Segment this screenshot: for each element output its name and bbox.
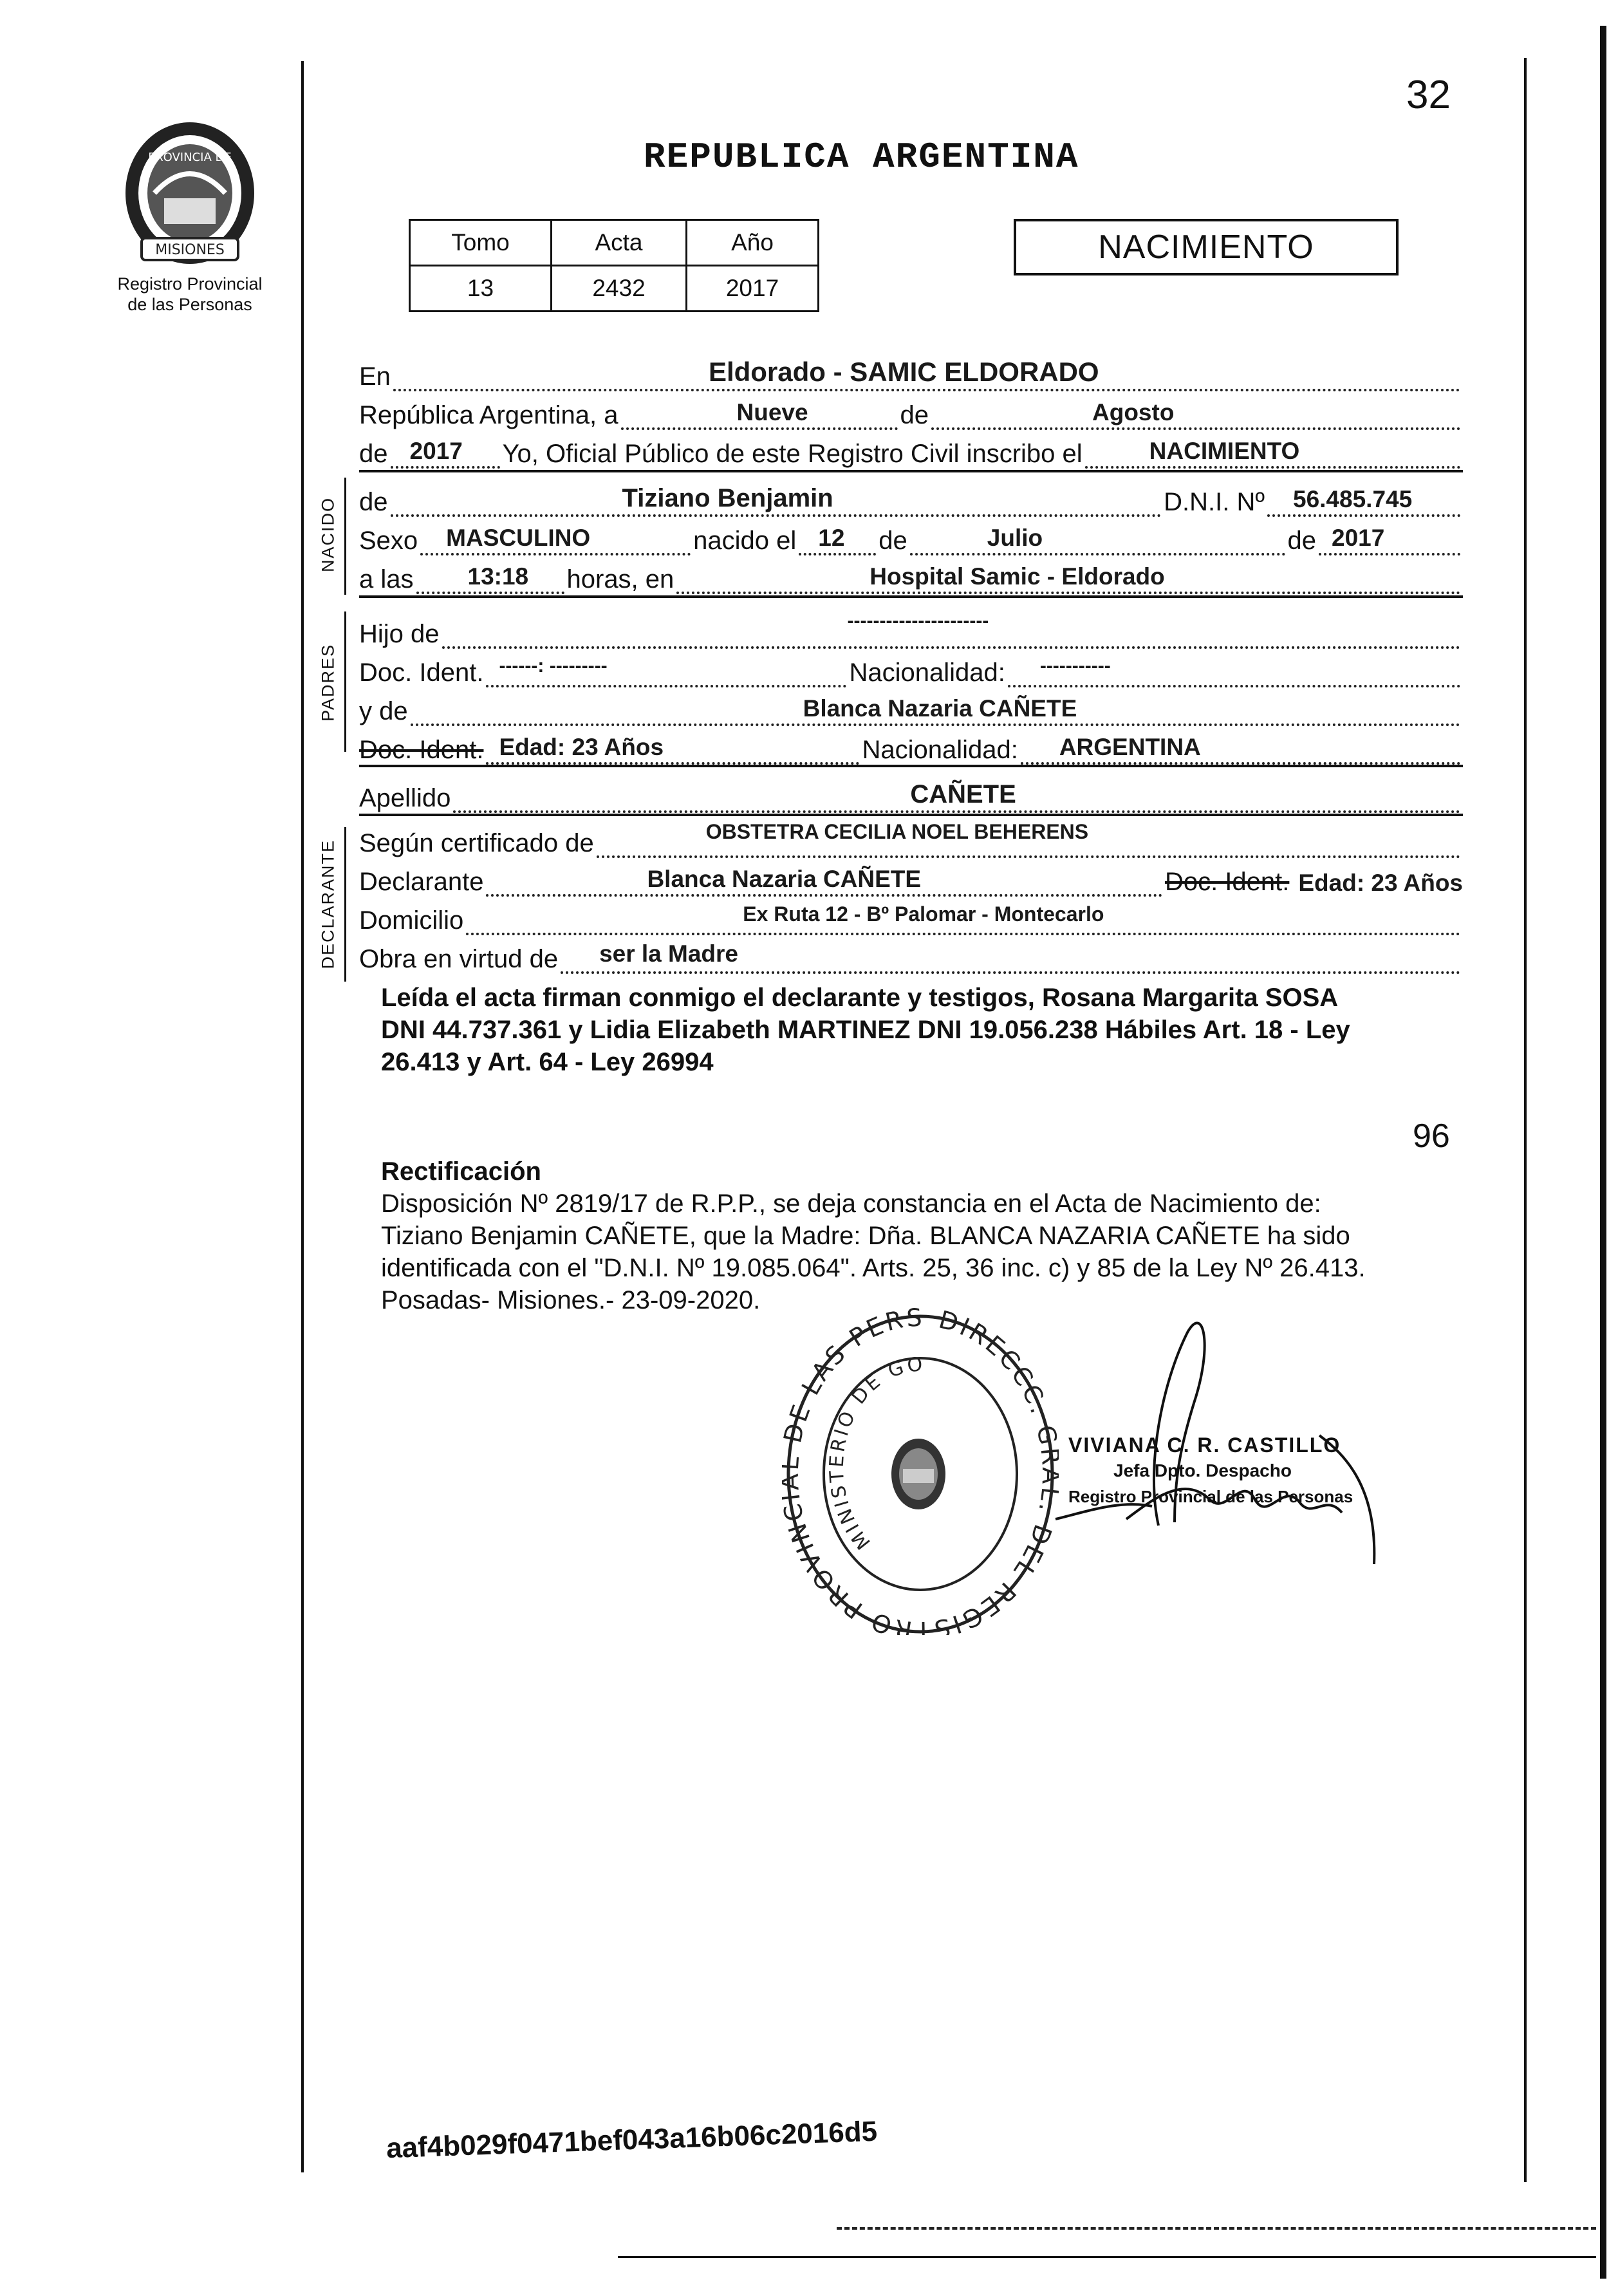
rectificacion-line-1: Disposición Nº 2819/17 de R.P.P., se deja constancia en el Acta de Nacimiento de: [381,1190,1321,1218]
rectificacion-line-4: Posadas- Misiones.- 23-09-2020. [381,1286,761,1314]
father-doc-line [359,657,1463,687]
bottom-dashes [837,2227,1596,2230]
witnesses-line-2: DNI 44.737.361 y Lidia Elizabeth MARTINEZ DNI 19.056.238 Hábiles Art. 18 - Ley [381,1016,1350,1044]
dni-label: D.N.I. Nº [1164,488,1265,516]
right-edge-rule [1600,26,1606,2279]
father-doc-fill [486,657,846,687]
birth-year-fill [1319,525,1460,555]
apellido-label: Apellido [359,784,451,812]
record-type: NACIMIENTO [1098,229,1314,266]
hijo-line [359,610,1463,649]
apellido-line [359,782,1463,813]
mother-doc-line [359,734,1463,765]
mother-doc-value: Edad: 23 Años [499,734,664,760]
sexo-line [359,525,1463,555]
en-fill [393,357,1460,391]
day-value: Nueve [736,399,808,425]
registry-label [97,274,283,315]
nacido-side-label: NACIDO [318,497,338,573]
nacido-de-label-2: de [879,527,907,555]
annotation-number: 96 [1413,1117,1450,1155]
declarante-side-label: DECLARANTE [318,839,338,969]
official-round-stamp [782,1300,1059,1635]
left-margin-rule [301,61,304,2172]
table-header-acta: Acta [552,220,687,266]
certificado-line [359,820,1463,858]
horas-label: horas, en [566,565,674,593]
right-margin-rule [1524,58,1527,2182]
table-header-anio: Año [687,220,819,266]
witnesses-line-3: 26.413 y Art. 64 - Ley 26994 [381,1048,714,1076]
intro-rule [359,470,1463,472]
birth-place-value: Hospital Samic - Eldorado [869,563,1165,590]
apellido-value: CAÑETE [910,780,1016,808]
declarante-fill [486,866,1162,897]
certificado-fill [597,820,1460,858]
rectificacion-block [381,1155,1488,1316]
svg-text:MISIONES: MISIONES [155,242,225,258]
father-nac-fill [1008,657,1460,687]
declarante-value: Blanca Nazaria CAÑETE [647,866,922,892]
sexo-fill [420,525,691,555]
record-table-header-row [410,220,819,266]
hijo-fill [442,610,1460,649]
rectificacion-title: Rectificación [381,1157,541,1186]
nacido-de-label-3: de [1287,527,1316,555]
obra-line [359,940,1463,974]
nacido-el-label: nacido el [693,527,797,555]
certificado-value: OBSTETRA CECILIA NOEL BEHERENS [705,820,1089,843]
act-value: NACIMIENTO [1149,438,1300,464]
apellido-rule [359,814,1463,816]
declarante-line [359,866,1463,897]
hash-code: aaf4b029f0471bef043a16b06c2016d5 [386,2115,878,2165]
birth-day-value: 12 [818,525,845,551]
table-header-tomo: Tomo [410,220,552,266]
svg-text:DIRECCC. GRAL. DEL REGISTRO PR: DIRECCC. DEL REGISTRO PROVIN E LAS PERS [782,1303,1057,1635]
sexo-label: Sexo [359,527,418,555]
signature-office: Registro Provincial de las Personas [1068,1487,1353,1506]
day-fill [621,399,898,430]
time-fill [416,563,564,594]
birth-month-fill [910,525,1285,555]
mother-nac-value: ARGENTINA [1059,734,1201,760]
month-value: Agosto [1092,399,1175,425]
registry-line2: de las Personas [127,295,252,314]
birth-year-value: 2017 [1332,525,1385,551]
doc-ident-label-struck: Doc. Ident. [359,736,484,764]
dni-fill [1267,486,1460,517]
signature-stamp [1068,1432,1353,1509]
signature-name: VIVIANA C. R. CASTILLO [1068,1433,1341,1457]
year-fill [391,438,500,469]
apellido-fill [453,782,1460,813]
doc-ident-label-struck-2: Doc. Ident. [1164,868,1290,896]
page-number: 32 [1406,73,1451,117]
country-title: REPUBLICA ARGENTINA [644,136,1079,178]
en-line [359,357,1463,391]
act-fill [1085,438,1460,469]
domicilio-label: Domicilio [359,906,464,935]
rectificacion-line-3: identificada con el "D.N.I. Nº 19.085.064". Arts. 25, 36 inc. c) y 85 de la Ley Nº 26.413. [381,1254,1366,1282]
mother-doc-fill [486,734,859,765]
obra-value: ser la Madre [599,940,739,967]
svg-text:PROVINCIA DE: PROVINCIA DE [148,151,232,164]
a-las-label: a las [359,565,414,593]
doc-ident-label: Doc. Ident. [359,658,484,687]
svg-text:MINISTERIO DE GOBIERNO: MINISTERIO DE GO [825,1353,926,1554]
provincial-seal [116,116,264,270]
de-label-2: de [359,440,388,468]
nacido-name-line [359,486,1463,517]
domicilio-line [359,904,1463,935]
mother-line [359,695,1463,726]
obra-fill [561,940,1460,974]
mother-nac-fill [1021,734,1460,765]
child-name-value: Tiziano Benjamin [622,484,833,512]
mother-fill [411,695,1460,726]
registry-line1: Registro Provincial [117,274,263,294]
de-label-1: de [900,401,929,429]
nacido-bracket [344,478,346,595]
hijo-label: Hijo de [359,620,440,648]
year-line [359,438,1463,469]
record-table [409,219,819,312]
declarante-label: Declarante [359,868,484,896]
certificado-label: Según certificado de [359,829,594,857]
bottom-scan-line [618,2256,1596,2258]
record-type-box [1014,219,1399,275]
father-nac-value: ----------- [1039,655,1111,677]
nacionalidad-label-2: Nacionalidad: [862,736,1018,764]
place-fill [676,563,1460,594]
obra-label: Obra en virtud de [359,945,559,973]
time-value: 13:18 [467,563,529,590]
time-line [359,563,1463,594]
table-value-anio: 2017 [687,266,819,312]
year-value: 2017 [409,438,463,464]
record-table-value-row [410,266,819,312]
padres-side-label: PADRES [318,643,338,722]
dni-value: 56.485.745 [1293,486,1413,512]
padres-bracket [344,611,346,752]
en-value: Eldorado - SAMIC ELDORADO [708,357,1099,387]
rectificacion-line-2: Tiziano Benjamin CAÑETE, que la Madre: Dña. BLANCA NAZARIA CAÑETE ha sido [381,1222,1350,1250]
nacionalidad-label: Nacionalidad: [849,658,1005,687]
y-de-label: y de [359,697,408,725]
republica-line [359,399,1463,430]
domicilio-fill [466,904,1460,935]
yo-text: Yo, Oficial Público de este Registro Civil inscribo el [502,440,1083,468]
padres-rule [359,765,1463,767]
declarante-bracket [344,827,346,982]
table-value-acta: 2432 [552,266,687,312]
en-label: En [359,362,391,391]
table-value-tomo: 13 [410,266,552,312]
republica-label: República Argentina, a [359,401,618,429]
mother-value: Blanca Nazaria CAÑETE [803,695,1077,722]
name-fill [391,486,1162,517]
father-doc-value: ------: --------- [499,655,608,677]
witnesses-line-1: Leída el acta firman conmigo el declarante y testigos, Rosana Margarita SOSA [381,984,1339,1012]
birth-month-value: Julio [987,525,1043,551]
nacido-rule [359,595,1463,598]
witnesses-paragraph [381,982,1475,1078]
birth-day-fill [799,525,876,555]
domicilio-value: Ex Ruta 12 - Bº Palomar - Montecarlo [743,902,1104,926]
month-fill [931,399,1460,430]
father-value: ---------------------- [847,610,989,631]
signature-role: Jefa Dpto. Despacho [1113,1461,1292,1480]
sexo-value: MASCULINO [446,525,591,551]
nacido-de-label: de [359,488,388,516]
declarante-doc-value: Edad: 23 Años [1298,870,1463,896]
